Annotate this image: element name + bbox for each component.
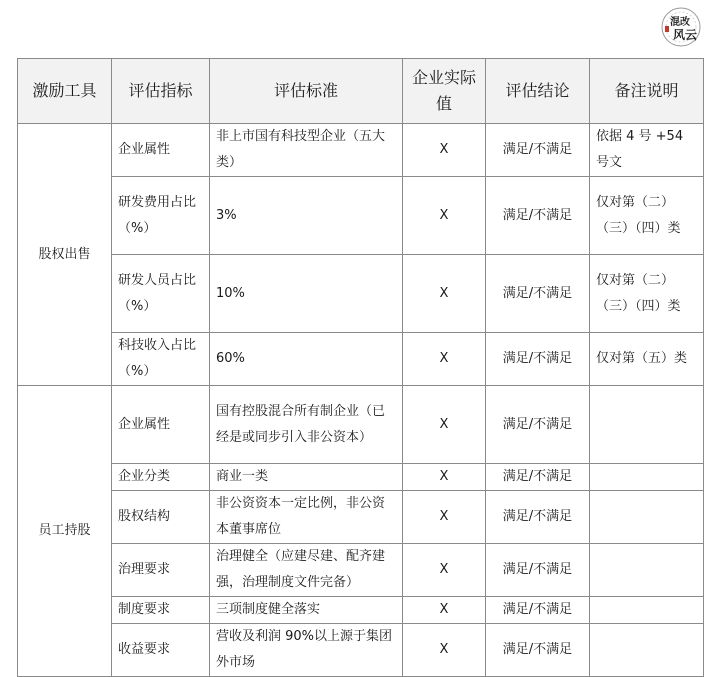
indicator-cell: 研发人员占比（%） bbox=[112, 255, 210, 333]
standard-cell: 10% bbox=[210, 255, 403, 333]
conclusion-cell: 满足/不满足 bbox=[486, 464, 590, 491]
indicator-cell: 股权结构 bbox=[112, 491, 210, 544]
conclusion-cell: 满足/不满足 bbox=[486, 124, 590, 177]
conclusion-cell: 满足/不满足 bbox=[486, 544, 590, 597]
table-row bbox=[18, 491, 704, 544]
actual-cell: X bbox=[403, 333, 486, 386]
conclusion-cell: 满足/不满足 bbox=[486, 386, 590, 464]
header-actual: 企业实际值 bbox=[403, 59, 486, 124]
indicator-cell: 收益要求 bbox=[112, 624, 210, 677]
table-row bbox=[18, 544, 704, 597]
actual-cell: X bbox=[403, 624, 486, 677]
note-cell bbox=[590, 624, 704, 677]
conclusion-cell: 满足/不满足 bbox=[486, 624, 590, 677]
table-row bbox=[18, 386, 704, 464]
header-indicator: 评估指标 bbox=[112, 59, 210, 124]
header-row bbox=[18, 59, 704, 124]
standard-cell: 60% bbox=[210, 333, 403, 386]
conclusion-cell: 满足/不满足 bbox=[486, 597, 590, 624]
header-tool: 激励工具 bbox=[18, 59, 112, 124]
note-cell bbox=[590, 491, 704, 544]
table-row bbox=[18, 597, 704, 624]
actual-cell: X bbox=[403, 255, 486, 333]
actual-cell: X bbox=[403, 597, 486, 624]
tool-cell: 股权出售 bbox=[18, 124, 112, 386]
table-row bbox=[18, 124, 704, 177]
table-row bbox=[18, 624, 704, 677]
conclusion-cell: 满足/不满足 bbox=[486, 491, 590, 544]
actual-cell: X bbox=[403, 491, 486, 544]
actual-cell: X bbox=[403, 124, 486, 177]
indicator-cell: 制度要求 bbox=[112, 597, 210, 624]
indicator-cell: 企业分类 bbox=[112, 464, 210, 491]
conclusion-cell: 满足/不满足 bbox=[486, 255, 590, 333]
indicator-cell: 科技收入占比（%） bbox=[112, 333, 210, 386]
standard-cell: 国有控股混合所有制企业（已经是或同步引入非公资本） bbox=[210, 386, 403, 464]
tool-cell: 员工持股 bbox=[18, 386, 112, 677]
indicator-cell: 治理要求 bbox=[112, 544, 210, 597]
table-row bbox=[18, 255, 704, 333]
standard-cell: 营收及利润 90%以上源于集团外市场 bbox=[210, 624, 403, 677]
actual-cell: X bbox=[403, 177, 486, 255]
actual-cell: X bbox=[403, 464, 486, 491]
table-row bbox=[18, 464, 704, 491]
note-cell: 仅对第（五）类 bbox=[590, 333, 704, 386]
header-standard: 评估标准 bbox=[210, 59, 403, 124]
note-cell: 依据 4 号 +54 号文 bbox=[590, 124, 704, 177]
seal-logo bbox=[660, 6, 702, 48]
note-cell bbox=[590, 386, 704, 464]
note-cell bbox=[590, 597, 704, 624]
header-note: 备注说明 bbox=[590, 59, 704, 124]
header-conclusion: 评估结论 bbox=[486, 59, 590, 124]
standard-cell: 治理健全（应建尽建、配齐建强，治理制度文件完备） bbox=[210, 544, 403, 597]
standard-cell: 非上市国有科技型企业（五大类） bbox=[210, 124, 403, 177]
note-cell bbox=[590, 544, 704, 597]
svg-text:混改: 混改 bbox=[670, 17, 690, 28]
table-row bbox=[18, 177, 704, 255]
note-cell: 仅对第（二）（三）（四）类 bbox=[590, 255, 704, 333]
note-cell bbox=[590, 464, 704, 491]
actual-cell: X bbox=[403, 386, 486, 464]
standard-cell: 三项制度健全落实 bbox=[210, 597, 403, 624]
standard-cell: 非公资资本一定比例，非公资本董事席位 bbox=[210, 491, 403, 544]
note-cell: 仅对第（二）（三）（四）类 bbox=[590, 177, 704, 255]
conclusion-cell: 满足/不满足 bbox=[486, 333, 590, 386]
evaluation-table bbox=[17, 58, 704, 677]
standard-cell: 3% bbox=[210, 177, 403, 255]
indicator-cell: 企业属性 bbox=[112, 386, 210, 464]
conclusion-cell: 满足/不满足 bbox=[486, 177, 590, 255]
table-row bbox=[18, 333, 704, 386]
indicator-cell: 研发费用占比（%） bbox=[112, 177, 210, 255]
actual-cell: X bbox=[403, 544, 486, 597]
standard-cell: 商业一类 bbox=[210, 464, 403, 491]
svg-text:风云: 风云 bbox=[673, 28, 698, 42]
indicator-cell: 企业属性 bbox=[112, 124, 210, 177]
